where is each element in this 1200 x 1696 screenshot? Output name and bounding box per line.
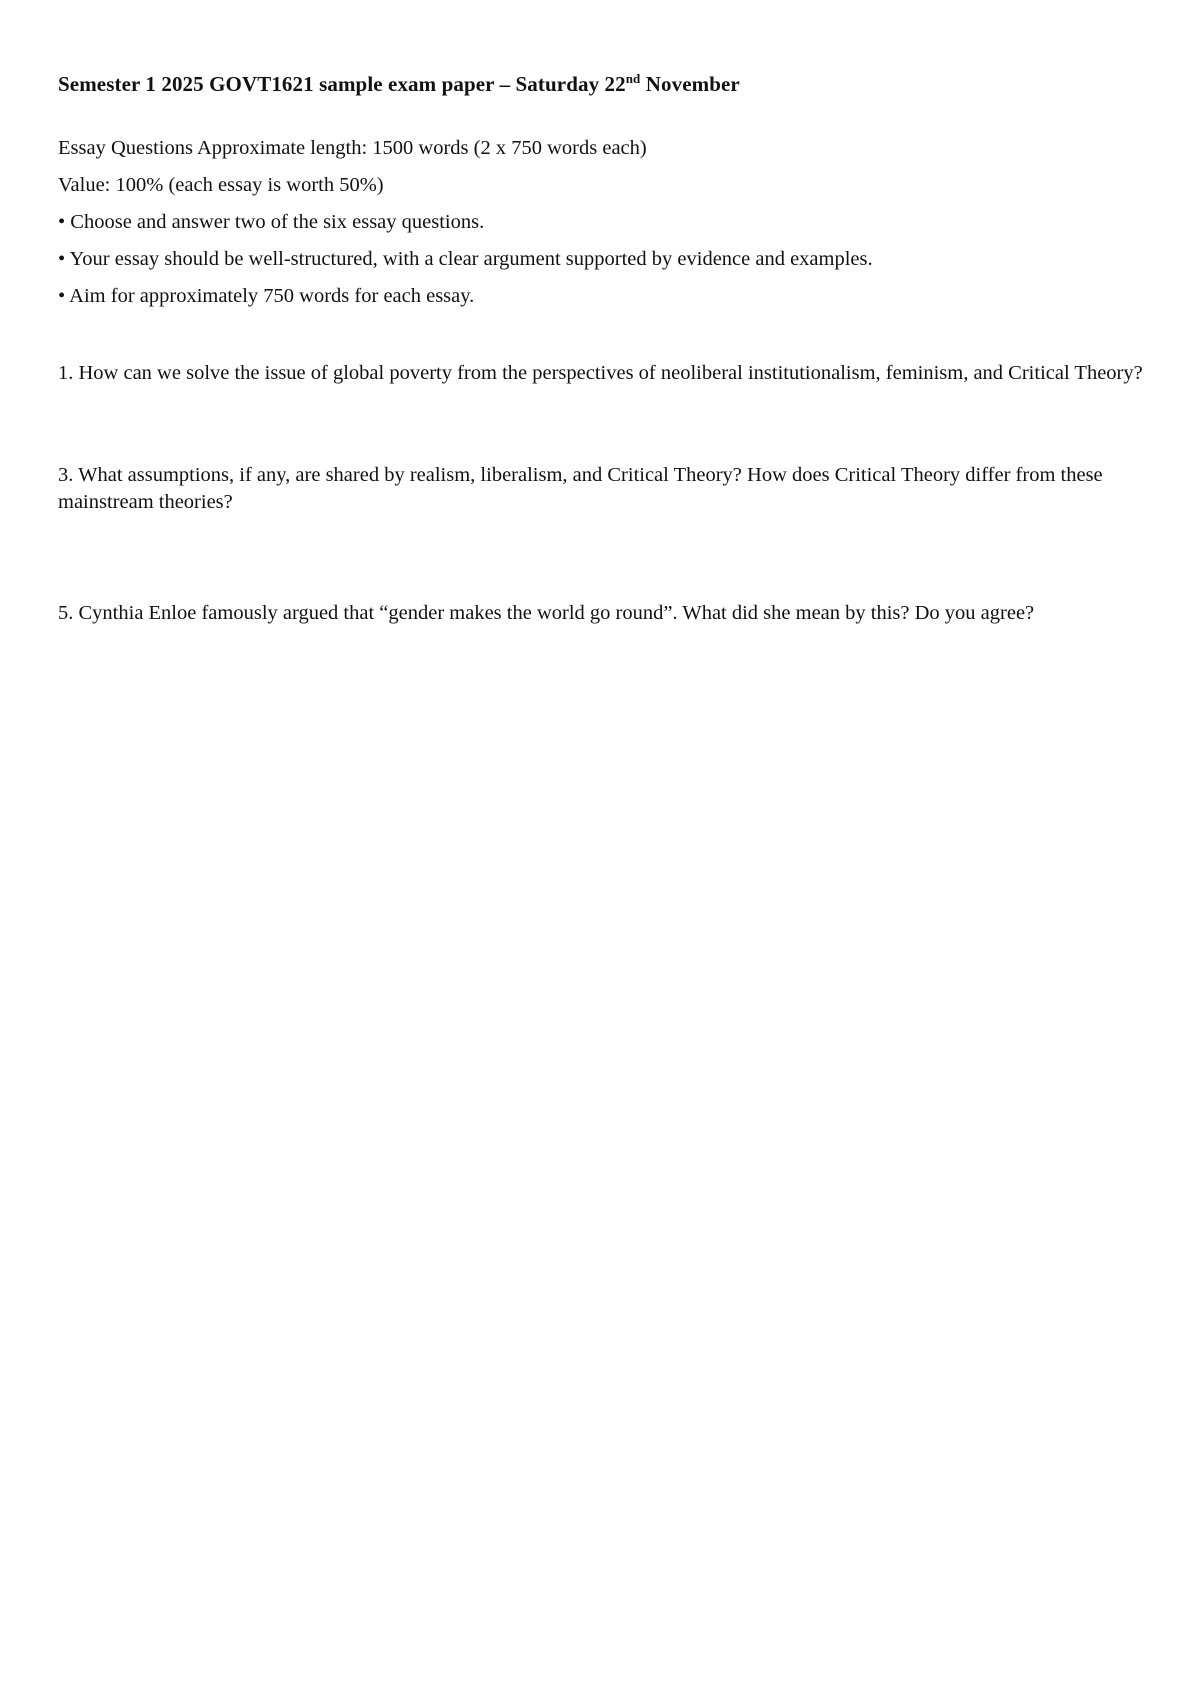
- question-5: 5. Cynthia Enloe famously argued that “gender makes the world go round”. What did she mean by this? Do you agree?: [58, 602, 1035, 624]
- question-3: 3. What assumptions, if any, are shared by realism, liberalism, and Critical Theory? How does Critical Theory differ from these mainstream theories?: [58, 464, 1103, 513]
- instruction-bullet: • Aim for approximately 750 words for each essay.: [58, 285, 475, 307]
- title-main: Semester 1 2025 GOVT1621 sample exam paper – Saturday 22: [58, 72, 626, 96]
- title-superscript: nd: [625, 71, 641, 86]
- instruction-bullet: • Your essay should be well-structured, with a clear argument supported by evidence and examples.: [58, 248, 873, 270]
- page-title: [58, 72, 740, 97]
- title-end: November: [640, 72, 740, 96]
- question-1: 1. How can we solve the issue of global poverty from the perspectives of neoliberal institutionalism, feminism, and Critical Theory?: [58, 362, 1143, 384]
- instruction-bullet: • Choose and answer two of the six essay questions.: [58, 211, 485, 233]
- value-line: Value: 100% (each essay is worth 50%): [58, 174, 384, 196]
- essay-info: Essay Questions Approximate length: 1500 words (2 x 750 words each): [58, 137, 647, 159]
